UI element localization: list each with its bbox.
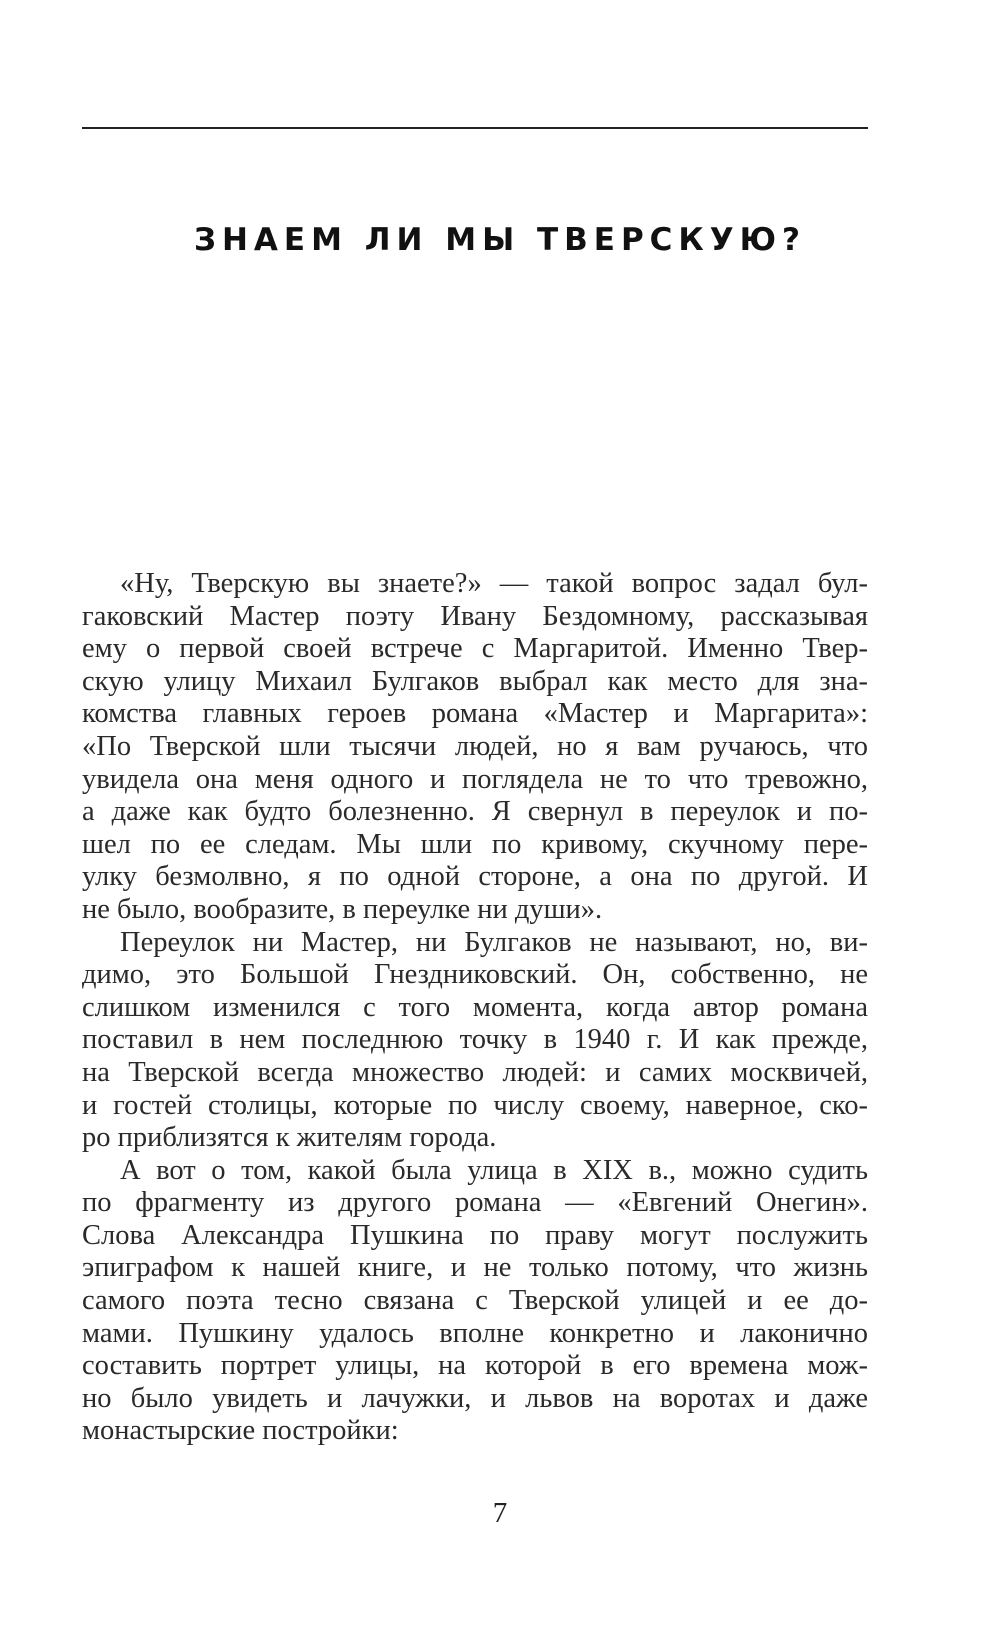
- text-line: на Тверской всегда множество людей: и самих москвичей,: [82, 1056, 868, 1088]
- text-line: не было, вообразите, в переулке ни души».: [82, 893, 603, 925]
- text-line: монастырские постройки:: [82, 1415, 399, 1447]
- text-line: самого поэта тесно связана с Тверской улицей и ее до-: [82, 1285, 868, 1317]
- text-line: шел по ее следам. Мы шли по кривому, скучному пере-: [82, 828, 868, 860]
- text-line: но было увидеть и лачужки, и львов на воротах и даже: [82, 1382, 868, 1414]
- text-line: комства главных героев романа «Мастер и Маргарита»:: [82, 698, 868, 730]
- text-line: ему о первой своей встрече с Маргаритой. Именно Твер-: [82, 633, 868, 665]
- text-line: «По Тверской шли тысячи людей, но я вам ручаюсь, что: [82, 730, 868, 762]
- text-line: скую улицу Михаил Булгаков выбрал как место для зна-: [82, 665, 868, 697]
- text-line: улку безмолвно, я по одной стороне, а она по другой. И: [82, 861, 868, 893]
- text-line: димо, это Большой Гнездниковский. Он, собственно, не: [82, 959, 868, 991]
- text-line: по фрагменту из другого романа — «Евгений Онегин».: [82, 1187, 868, 1219]
- text-line: Переулок ни Мастер, ни Булгаков не называют, но, ви-: [120, 926, 868, 958]
- text-line: составить портрет улицы, на которой в его времена мож-: [82, 1350, 868, 1382]
- text-line: слишком изменился с того момента, когда автор романа: [82, 991, 868, 1023]
- text-line: гаковский Мастер поэту Ивану Бездомному, рассказывая: [82, 600, 868, 632]
- text-line: мами. Пушкину удалось вполне конкретно и лаконично: [82, 1317, 868, 1349]
- text-line: Слова Александра Пушкина по праву могут послужить: [82, 1219, 868, 1251]
- text-line: ро приблизятся к жителям города.: [82, 1122, 497, 1154]
- chapter-title: ЗНАЕМ ЛИ МЫ ТВЕРСКУЮ?: [193, 222, 807, 258]
- text-line: «Ну, Тверскую вы знаете?» — такой вопрос задал бул-: [120, 568, 868, 599]
- text-line: поставил в нем последнюю точку в 1940 г. И как прежде,: [82, 1024, 868, 1056]
- text-line: и гостей столицы, которые по числу своему, наверное, ско-: [82, 1089, 868, 1121]
- text-line: эпиграфом к нашей книге, и не только потому, что жизнь: [82, 1252, 868, 1284]
- paragraph-1: [82, 568, 868, 927]
- paragraph-3: [82, 1155, 868, 1448]
- text-line: а даже как будто болезненно. Я свернул в переулок и по-: [82, 796, 868, 828]
- page-number: 7: [492, 1497, 508, 1529]
- top-rule: [82, 127, 868, 129]
- text-line: увидела она меня одного и поглядела не то что тревожно,: [82, 763, 868, 795]
- body-text: [82, 568, 868, 1448]
- paragraph-2: [82, 927, 868, 1155]
- text-line: А вот о том, какой была улица в XIX в., можно судить: [120, 1154, 868, 1186]
